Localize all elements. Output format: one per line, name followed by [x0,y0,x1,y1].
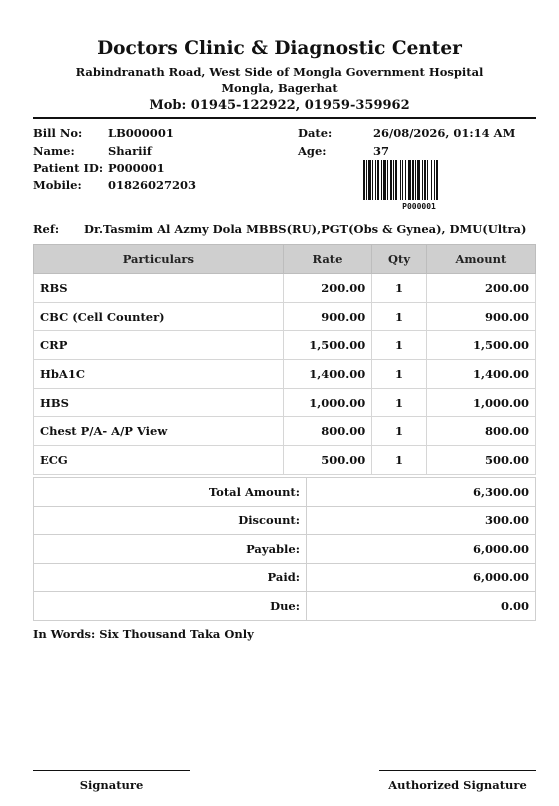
summary-row-discount [34,506,536,535]
row-amount: 500.00 [426,446,535,475]
summary-row-paid [34,563,536,592]
row-amount: 1,000.00 [426,388,535,417]
table-row [34,331,536,360]
barcode-text: P000001 [402,202,436,211]
row-rate: 1,000.00 [283,388,372,417]
row-rate: 200.00 [283,274,372,303]
table-row [34,417,536,446]
items-table [33,244,536,475]
row-particulars: HBS [34,388,284,417]
table-row [34,388,536,417]
clinic-mobile: Mob: 01945-122922, 01959-359962 [149,98,410,113]
payable-value: 6,000.00 [307,535,536,564]
row-rate: 1,400.00 [283,360,372,389]
row-qty: 1 [372,388,426,417]
bill-no-label: Bill No: [33,126,83,140]
table-row [34,360,536,389]
clinic-address: Rabindranath Road, West Side of Mongla Government Hospital [75,65,484,79]
row-particulars: HbA1C [34,360,284,389]
row-particulars: CRP [34,331,284,360]
row-rate: 500.00 [283,446,372,475]
row-amount: 1,500.00 [426,331,535,360]
row-amount: 1,400.00 [426,360,535,389]
discount-label: Discount: [34,506,307,535]
clinic-city: Mongla, Bagerhat [221,81,338,95]
due-label: Due: [34,592,307,621]
age-value: 37 [373,144,390,158]
table-row [34,446,536,475]
header-amount: Amount [426,245,535,274]
patient-id-value: P000001 [108,161,165,175]
date-label: Date: [298,126,333,140]
row-amount: 200.00 [426,274,535,303]
row-qty: 1 [372,302,426,331]
ref-doctor: Dr.Tasmim Al Azmy Dola MBBS(RU),PGT(Obs & Gynea), DMU(Ultra) [84,222,527,236]
discount-value: 300.00 [307,506,536,535]
row-amount: 800.00 [426,417,535,446]
signature-line [33,770,190,771]
summary-table [33,477,536,621]
patient-id-label: Patient ID: [33,161,104,175]
row-rate: 800.00 [283,417,372,446]
barcode-icon [363,160,475,200]
date-value: 26/08/2026, 01:14 AM [373,126,516,140]
amount-in-words: In Words: Six Thousand Taka Only [33,627,254,641]
clinic-name: Doctors Clinic & Diagnostic Center [97,38,462,59]
authorized-signature-line [379,770,536,771]
mobile-label: Mobile: [33,178,82,192]
header-particulars: Particulars [34,245,284,274]
name-label: Name: [33,144,75,158]
total-value: 6,300.00 [307,478,536,507]
paid-label: Paid: [34,563,307,592]
header-divider [33,117,536,119]
row-qty: 1 [372,331,426,360]
row-particulars: Chest P/A- A/P View [34,417,284,446]
mobile-value: 01826027203 [108,178,197,192]
row-qty: 1 [372,446,426,475]
paid-value: 6,000.00 [307,563,536,592]
total-label: Total Amount: [34,478,307,507]
row-qty: 1 [372,274,426,303]
row-qty: 1 [372,417,426,446]
age-label: Age: [298,144,327,158]
name-value: Shariif [108,144,152,158]
header-qty: Qty [372,245,426,274]
row-rate: 1,500.00 [283,331,372,360]
row-amount: 900.00 [426,302,535,331]
table-row [34,302,536,331]
row-particulars: RBS [34,274,284,303]
items-table-header [34,245,536,274]
row-rate: 900.00 [283,302,372,331]
signature-label: Signature [79,778,144,792]
bill-no-value: LB000001 [108,126,174,140]
row-particulars: CBC (Cell Counter) [34,302,284,331]
table-row [34,274,536,303]
summary-row-due [34,592,536,621]
summary-row-total [34,478,536,507]
row-qty: 1 [372,360,426,389]
ref-label: Ref: [33,222,60,236]
authorized-signature-label: Authorized Signature [388,778,527,792]
payable-label: Payable: [34,535,307,564]
summary-row-payable [34,535,536,564]
row-particulars: ECG [34,446,284,475]
header-rate: Rate [283,245,372,274]
due-value: 0.00 [500,598,529,613]
